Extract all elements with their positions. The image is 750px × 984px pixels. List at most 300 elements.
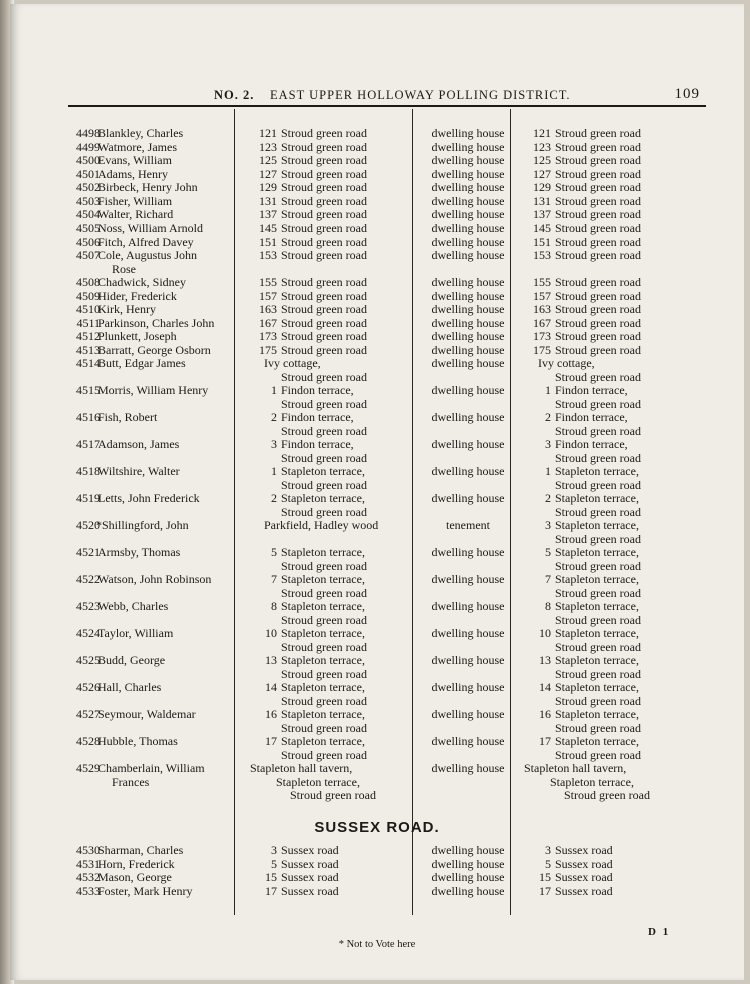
elector-name-line: Foster, Mark Henry [98,884,193,898]
qualification-nature: dwelling house [431,599,505,613]
elector-name-line: Chadwick, Sidney [98,275,186,289]
house-number: 8 [271,599,277,613]
house-number: 123 [259,140,277,154]
place-of-abode-line [250,654,418,668]
street-text: Stapleton terrace, [555,518,639,532]
qualification-nature: dwelling house [431,126,505,140]
qualifying-property-line [524,600,694,614]
street-text: Stroud green road [555,275,641,289]
elector-name [98,222,238,236]
place-of-abode-line [250,330,418,344]
place-of-abode-line [250,885,418,899]
place-of-abode-line: Stroud green road [281,747,367,762]
place-of-abode-line [250,411,418,425]
qualifying-property [524,519,694,546]
house-number: 151 [533,235,551,249]
qualifying-property-line: Stroud green road [555,720,641,735]
elector-number: 4510 [76,302,100,316]
qualification-nature: dwelling house [431,437,505,451]
elector-name-line: Chamberlain, William [98,761,205,775]
house-number: 125 [533,153,551,167]
elector-name-line: Birbeck, Henry John [98,180,198,194]
house-number: 2 [271,410,277,424]
elector-number: 4511 [76,316,100,330]
qualifying-property-line [524,627,694,641]
street-text: Stroud green road [281,153,367,167]
house-number: 129 [533,180,551,194]
house-number: 14 [539,680,551,694]
qualification-nature: dwelling house [431,167,505,181]
house-number: 157 [533,289,551,303]
place-of-abode-line: Parkfield, Hadley wood [264,518,379,532]
qualifying-property [524,465,694,492]
elector-name [98,735,238,749]
qualifying-property-line [524,249,694,263]
street-text: Stroud green road [281,343,367,357]
house-number: 131 [259,194,277,208]
qualification-nature: dwelling house [431,316,505,330]
street-text: Stapleton terrace, [555,464,639,478]
qualifying-property [524,844,694,858]
qualifying-property-line: Stroud green road [555,477,641,492]
qualification-nature: dwelling house [431,884,505,898]
elector-number: 4505 [76,221,100,235]
house-number: 121 [533,126,551,140]
street-text: Stroud green road [555,289,641,303]
elector-name [98,249,238,276]
elector-name [96,519,236,533]
place-of-abode-line [250,384,418,398]
elector-number: 4519 [76,491,100,505]
street-text: Stroud green road [555,194,641,208]
elector-name [98,762,238,789]
elector-number: 4515 [76,383,100,397]
house-number: 15 [265,870,277,884]
qualification-nature: dwelling house [431,843,505,857]
place-of-abode-line: Stroud green road [281,720,367,735]
elector-name [98,154,238,168]
elector-name [98,330,238,344]
elector-name-line: Fish, Robert [98,410,158,424]
qualifying-property-line: Stroud green road [555,531,641,546]
qualification-nature: dwelling house [431,235,505,249]
place-of-abode-line [250,627,418,641]
elector-number: 4526 [76,680,100,694]
qualification-nature: dwelling house [431,153,505,167]
street-text: Stroud green road [281,302,367,316]
elector-name-line: Seymour, Waldemar [98,707,196,721]
elector-number: 4517 [76,437,100,451]
elector-number: 4501 [76,167,100,181]
street-text: Findon terrace, [555,410,628,424]
house-number: 167 [533,316,551,330]
place-of-abode [250,465,418,492]
house-number: 127 [259,167,277,181]
elector-name [98,708,238,722]
house-number: 16 [265,707,277,721]
qualifying-property-line [524,681,694,695]
elector-name [98,276,238,290]
qualification-nature: dwelling house [431,140,505,154]
elector-number: 4527 [76,707,100,721]
house-number: 145 [533,221,551,235]
elector-name [98,844,238,858]
elector-name-line: Rose [112,261,136,276]
house-number: 5 [271,857,277,871]
qualifying-property-line [524,871,694,885]
street-text: Stapleton terrace, [281,599,365,613]
place-of-abode-line: Stroud green road [281,585,367,600]
qualification-nature: dwelling house [431,707,505,721]
house-number: 17 [539,884,551,898]
place-of-abode-line [250,127,418,141]
footnote: * Not to Vote here [338,939,416,950]
street-text: Stroud green road [555,207,641,221]
place-of-abode-line: Stroud green road [281,423,367,438]
elector-name-line: Watson, John Robinson [98,572,212,586]
house-number: 123 [533,140,551,154]
place-of-abode-line [250,465,418,479]
place-of-abode [250,249,418,263]
elector-number: 4509 [76,289,100,303]
elector-number: 4531 [76,857,100,871]
qualifying-property [524,127,694,141]
place-of-abode [250,681,418,708]
elector-name [98,627,238,641]
qualifying-property [524,384,694,411]
elector-name-line: Plunkett, Joseph [98,329,177,343]
street-text: Stroud green road [281,221,367,235]
street-text: Stroud green road [281,167,367,181]
place-of-abode [250,181,418,195]
elector-number: 4506 [76,235,100,249]
place-of-abode [250,885,418,899]
street-text: Stroud green road [555,180,641,194]
qualifying-property-line: Stroud green road [555,747,641,762]
register-page [10,4,744,980]
house-number: 127 [533,167,551,181]
elector-name-line: Hall, Charles [98,680,162,694]
qualification-nature: dwelling house [431,194,505,208]
street-text: Stapleton terrace, [555,707,639,721]
qualifying-property-line [524,411,694,425]
street-text: Stapleton terrace, [555,626,639,640]
qualifying-property-line: Stroud green road [564,788,650,803]
place-of-abode-line: Stroud green road [281,612,367,627]
place-of-abode-line [250,303,418,317]
place-of-abode [250,573,418,600]
elector-name-line: Blankley, Charles [98,126,184,140]
house-number: 125 [259,153,277,167]
elector-name [98,357,238,371]
qualification-nature: dwelling house [431,275,505,289]
qualifying-property-line [524,276,694,290]
qualifying-property [524,885,694,899]
house-number: 1 [271,464,277,478]
elector-name-line: *Shillingford, John [96,518,189,532]
street-text: Sussex road [281,884,339,898]
street-text: Stapleton terrace, [555,680,639,694]
qualification-nature: dwelling house [431,383,505,397]
qualifying-property-line: Stroud green road [555,693,641,708]
qualifying-property [524,735,694,762]
house-number: 16 [539,707,551,721]
street-text: Stroud green road [281,140,367,154]
house-number: 155 [259,275,277,289]
house-number: 17 [265,884,277,898]
qualifying-property [524,654,694,681]
street-text: Stroud green road [281,289,367,303]
qualifying-property [524,627,694,654]
house-number: 163 [533,302,551,316]
elector-name-line: Morris, William Henry [98,383,209,397]
street-text: Stroud green road [281,275,367,289]
house-number: 155 [533,275,551,289]
street-text: Stroud green road [281,316,367,330]
qualifying-property [524,154,694,168]
place-of-abode [250,411,418,438]
street-text: Stroud green road [555,316,641,330]
qualifying-property [524,181,694,195]
street-text: Stroud green road [555,167,641,181]
house-number: 157 [259,289,277,303]
elector-name [98,885,238,899]
street-text: Stroud green road [555,235,641,249]
qualifying-property-line [524,384,694,398]
elector-name [98,411,238,425]
house-number: 153 [259,248,277,262]
elector-name [98,465,238,479]
street-text: Sussex road [281,843,339,857]
qualifying-property-line [524,181,694,195]
place-of-abode-line [250,708,418,722]
header-district: EAST UPPER HOLLOWAY POLLING DISTRICT. [270,88,571,102]
qualifying-property-line [524,573,694,587]
qualification-nature: dwelling house [431,626,505,640]
street-text: Stapleton terrace, [555,572,639,586]
place-of-abode [250,208,418,222]
house-number: 3 [271,437,277,451]
street-text: Stapleton terrace, [555,545,639,559]
qualification-nature: tenement [446,518,490,532]
street-text: Stapleton terrace, [281,572,365,586]
house-number: 173 [533,329,551,343]
house-number: 7 [545,572,551,586]
street-text: Stroud green road [555,329,641,343]
qualifying-property-line: Ivy cottage, [538,356,595,370]
qualifying-property-line [524,303,694,317]
qualification-nature: dwelling house [431,289,505,303]
elector-name-line: Adamson, James [98,437,180,451]
place-of-abode [250,735,418,762]
house-number: 13 [265,653,277,667]
qualifying-property [524,249,694,263]
street-text: Stroud green road [555,153,641,167]
qualifying-property [524,276,694,290]
qualifying-property-line: Stroud green road [555,396,641,411]
place-of-abode-line: Stroud green road [281,693,367,708]
place-of-abode-line [250,735,418,749]
place-of-abode-line: Stapleton hall tavern, [250,761,353,775]
house-number: 173 [259,329,277,343]
house-number: 129 [259,180,277,194]
qualifying-property [524,762,694,803]
place-of-abode-line: Ivy cottage, [264,356,321,370]
qualifying-property-line: Stapleton terrace, [550,774,634,789]
qualifying-property-line [524,208,694,222]
qualification-nature: dwelling house [431,734,505,748]
elector-name [98,573,238,587]
street-text: Stapleton terrace, [555,653,639,667]
elector-name [98,600,238,614]
qualifying-property-line: Stroud green road [555,666,641,681]
elector-name-line: Horn, Frederick [98,857,175,871]
house-number: 5 [545,857,551,871]
place-of-abode [250,844,418,858]
qualifying-property [524,330,694,344]
elector-number: 4521 [76,545,100,559]
place-of-abode [250,871,418,885]
qualifying-property-line [524,330,694,344]
elector-name-line: Taylor, William [98,626,174,640]
house-number: 10 [539,626,551,640]
street-text: Stapleton terrace, [281,680,365,694]
street-text: Stroud green road [555,126,641,140]
elector-number: 4504 [76,207,100,221]
place-of-abode [250,384,418,411]
street-text: Stroud green road [281,180,367,194]
qualifying-property [524,357,694,384]
elector-name-line: Frances [112,774,150,789]
qualification-nature: dwelling house [431,302,505,316]
house-number: 2 [271,491,277,505]
house-number: 175 [533,343,551,357]
qualifying-property-line [524,465,694,479]
elector-number: 4532 [76,870,100,884]
street-text: Sussex road [555,870,613,884]
qualifying-property-line: Stroud green road [555,558,641,573]
elector-name [98,303,238,317]
house-number: 2 [545,410,551,424]
qualification-nature: dwelling house [431,680,505,694]
qualifying-property [524,303,694,317]
elector-number: 4503 [76,194,100,208]
elector-name-line: Letts, John Frederick [98,491,200,505]
qualifying-property-line [524,654,694,668]
elector-name-line: Hubble, Thomas [98,734,178,748]
place-of-abode-line [250,492,418,506]
place-of-abode-line: Stroud green road [281,369,367,384]
place-of-abode [250,357,418,384]
place-of-abode [250,492,418,519]
qualifying-property-line [524,154,694,168]
elector-name-line: Noss, William Arnold [98,221,203,235]
house-number: 8 [545,599,551,613]
place-of-abode-line: Stroud green road [290,788,376,803]
qualification-nature: dwelling house [431,356,505,370]
header-rule [68,105,706,107]
house-number: 3 [545,843,551,857]
street-text: Stroud green road [555,140,641,154]
house-number: 167 [259,316,277,330]
header-number: NO. 2. [214,88,255,102]
qualifying-property-line [524,127,694,141]
qualifying-property-line: Stroud green road [555,639,641,654]
place-of-abode [250,127,418,141]
qualification-nature: dwelling house [431,857,505,871]
street-text: Sussex road [555,884,613,898]
qualification-nature: dwelling house [431,221,505,235]
house-number: 137 [259,207,277,221]
street-text: Stapleton terrace, [281,491,365,505]
elector-number: 4523 [76,599,100,613]
qualifying-property [524,222,694,236]
place-of-abode [250,276,418,290]
house-number: 10 [265,626,277,640]
elector-name-line: Wiltshire, Walter [98,464,180,478]
house-number: 2 [545,491,551,505]
place-of-abode-line [250,438,418,452]
street-text: Stroud green road [281,329,367,343]
elector-name-line: Adams, Henry [98,167,168,181]
house-number: 137 [533,207,551,221]
house-number: 145 [259,221,277,235]
page-number: 109 [674,86,700,102]
page-header [68,86,706,106]
place-of-abode-line [250,871,418,885]
place-of-abode [250,627,418,654]
qualification-nature: dwelling house [431,491,505,505]
elector-name-line: Webb, Charles [98,599,169,613]
place-of-abode-line: Stroud green road [281,477,367,492]
elector-name-line: Walter, Richard [98,207,174,221]
elector-name [98,654,238,668]
street-text: Stapleton terrace, [281,464,365,478]
elector-name [98,438,238,452]
elector-number: 4524 [76,626,100,640]
elector-number: 4520 [76,518,100,532]
qualification-nature: dwelling house [431,329,505,343]
street-text: Stroud green road [555,343,641,357]
qualifying-property [524,208,694,222]
qualifying-property [524,438,694,465]
qualifying-property-line: Stroud green road [555,450,641,465]
place-of-abode-line [250,208,418,222]
place-of-abode-line [250,249,418,263]
qualifying-property-line: Stapleton hall tavern, [524,761,627,775]
elector-name [98,127,238,141]
qualifying-property [524,492,694,519]
elector-number: 4514 [76,356,100,370]
elector-name-line: Budd, George [98,653,166,667]
qualifying-property [524,411,694,438]
street-text: Stapleton terrace, [281,707,365,721]
street-text: Findon terrace, [281,410,354,424]
place-of-abode [250,708,418,735]
elector-number: 4508 [76,275,100,289]
place-of-abode-line: Stroud green road [281,396,367,411]
house-number: 3 [271,843,277,857]
qualifying-property-line [524,708,694,722]
place-of-abode-line: Stroud green road [281,504,367,519]
place-of-abode [250,762,418,803]
elector-number: 4516 [76,410,100,424]
elector-number: 4530 [76,843,100,857]
place-of-abode [250,600,418,627]
street-text: Findon terrace, [555,437,628,451]
qualification-nature: dwelling house [431,870,505,884]
qualification-nature: dwelling house [431,761,505,775]
